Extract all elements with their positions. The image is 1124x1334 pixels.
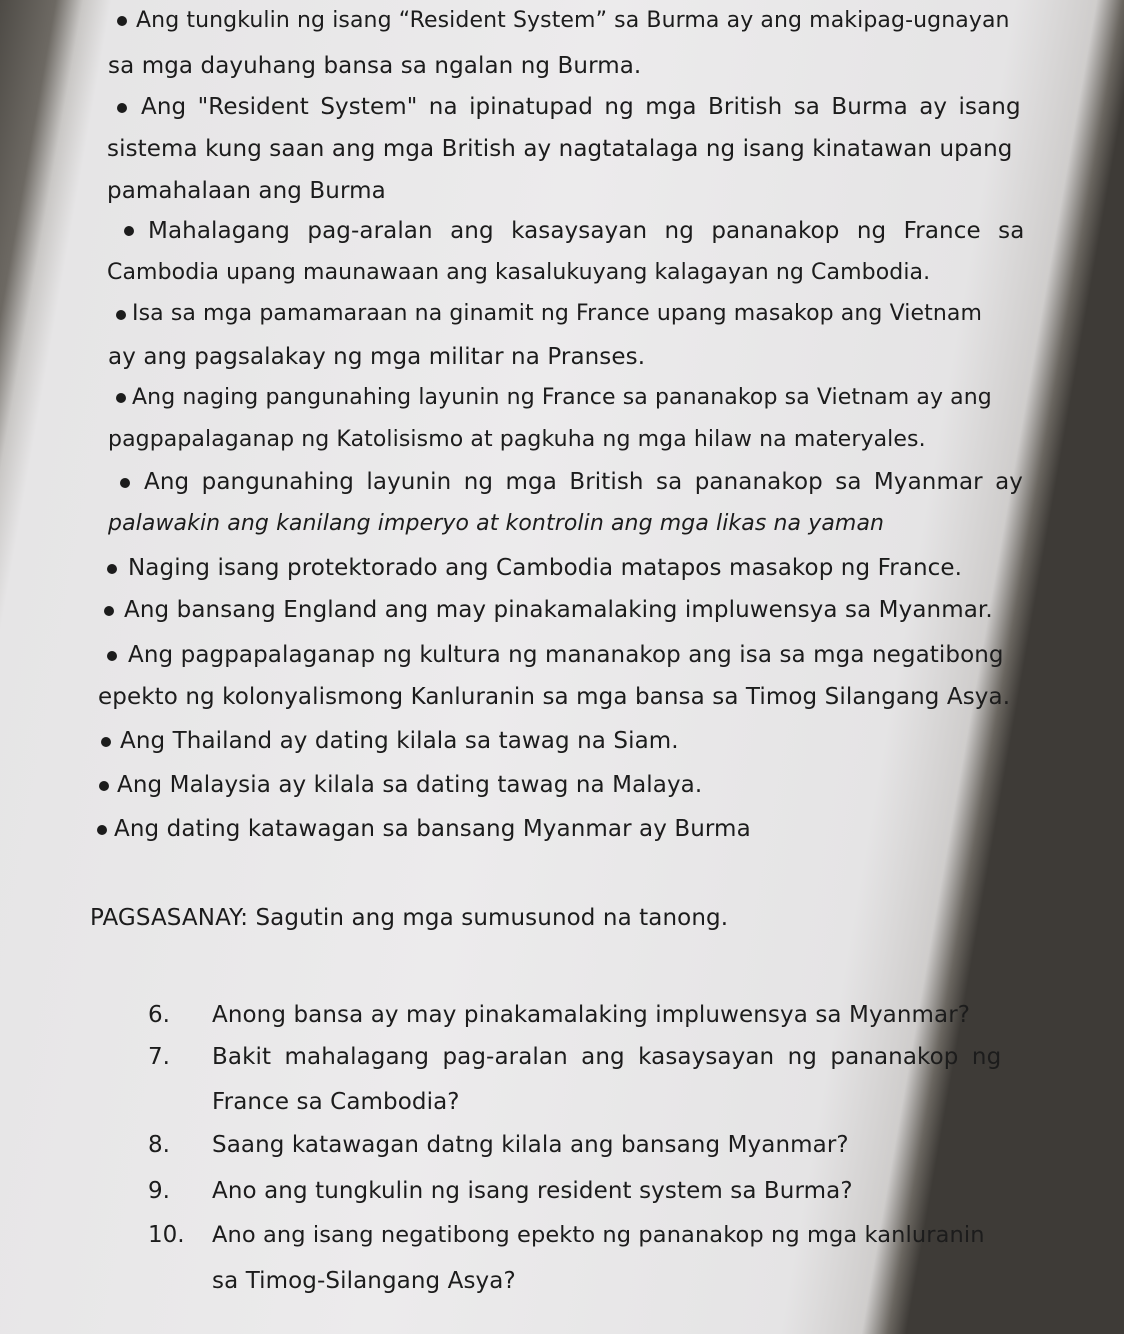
note-3-line-2: Cambodia upang maunawaan ang kasalukuyang kalagayan ng Cambodia. — [107, 260, 931, 285]
note-6-line-1: Ang pangunahing layunin ng mga British sa pananakop sa Myanmar ay — [144, 469, 1024, 495]
question-10-line-1: Ano ang isang negatibong epekto ng pananakop ng mga kanluranin — [212, 1222, 985, 1248]
note-8-line-1: Ang bansang England ang may pinakamalaking impluwensya sa Myanmar. — [124, 597, 993, 623]
note-2-line-1: Ang "Resident System" na ipinatupad ng mga British sa Burma ay isang — [141, 94, 1021, 120]
question-10-number: 10. — [148, 1222, 185, 1248]
bullet-icon — [116, 393, 126, 403]
question-7-line-2: France sa Cambodia? — [212, 1089, 460, 1115]
note-4-line-2: ay ang pagsalakay ng mga militar na Pranses. — [108, 344, 646, 370]
bullet-icon — [117, 16, 127, 26]
note-7-line-1: Naging isang protektorado ang Cambodia matapos masakop ng France. — [128, 555, 963, 581]
question-7-number: 7. — [148, 1044, 170, 1070]
bullet-icon — [117, 103, 127, 113]
note-5-line-1: Ang naging pangunahing layunin ng France sa pananakop sa Vietnam ay ang — [132, 385, 992, 410]
note-1-line-1: Ang tungkulin ng isang “Resident System” sa Burma ay ang makipag-ugnayan — [136, 8, 1010, 33]
note-4-line-1: Isa sa mga pamamaraan na ginamit ng France upang masakop ang Vietnam — [132, 301, 982, 326]
bullet-icon — [116, 310, 126, 320]
question-6-line-1: Anong bansa ay may pinakamalaking impluwensya sa Myanmar? — [212, 1002, 971, 1028]
note-9-line-1: Ang pagpapalaganap ng kultura ng mananakop ang isa sa mga negatibong — [128, 642, 1004, 668]
note-3-line-1: Mahalagang pag-aralan ang kasaysayan ng pananakop ng France sa — [148, 218, 1025, 244]
note-11-line-1: Ang Malaysia ay kilala sa dating tawag na Malaya. — [117, 772, 703, 798]
exercise-heading: PAGSASANAY: Sagutin ang mga sumusunod na tanong. — [90, 905, 729, 931]
note-12-line-1: Ang dating katawagan sa bansang Myanmar ay Burma — [114, 816, 751, 842]
bullet-icon — [124, 226, 134, 236]
question-8-number: 8. — [148, 1132, 170, 1158]
bullet-icon — [120, 478, 130, 488]
note-9-line-2: epekto ng kolonyalismong Kanluranin sa mga bansa sa Timog Silangang Asya. — [98, 684, 1011, 710]
note-1-line-2: sa mga dayuhang bansa sa ngalan ng Burma. — [108, 53, 642, 79]
bullet-icon — [107, 564, 117, 574]
bullet-icon — [107, 651, 117, 661]
bullet-icon — [101, 737, 111, 747]
question-9-number: 9. — [148, 1178, 170, 1204]
bullet-icon — [99, 781, 109, 791]
note-6-line-2: palawakin ang kanilang imperyo at kontrolin ang mga likas na yaman — [108, 511, 885, 536]
bullet-icon — [104, 606, 114, 616]
note-10-line-1: Ang Thailand ay dating kilala sa tawag na Siam. — [120, 728, 679, 754]
note-2-line-3: pamahalaan ang Burma — [107, 178, 386, 204]
bullet-icon — [97, 825, 107, 835]
question-7-line-1: Bakit mahalagang pag-aralan ang kasaysayan ng pananakop ng — [212, 1044, 1002, 1070]
question-8-line-1: Saang katawagan datng kilala ang bansang Myanmar? — [212, 1132, 849, 1158]
question-10-line-2: sa Timog-Silangang Asya? — [212, 1268, 516, 1294]
question-9-line-1: Ano ang tungkulin ng isang resident system sa Burma? — [212, 1178, 853, 1204]
question-6-number: 6. — [148, 1002, 170, 1028]
note-2-line-2: sistema kung saan ang mga British ay nagtatalaga ng isang kinatawan upang — [107, 136, 1013, 162]
note-5-line-2: pagpapalaganap ng Katolisismo at pagkuha ng mga hilaw na materyales. — [108, 427, 926, 452]
